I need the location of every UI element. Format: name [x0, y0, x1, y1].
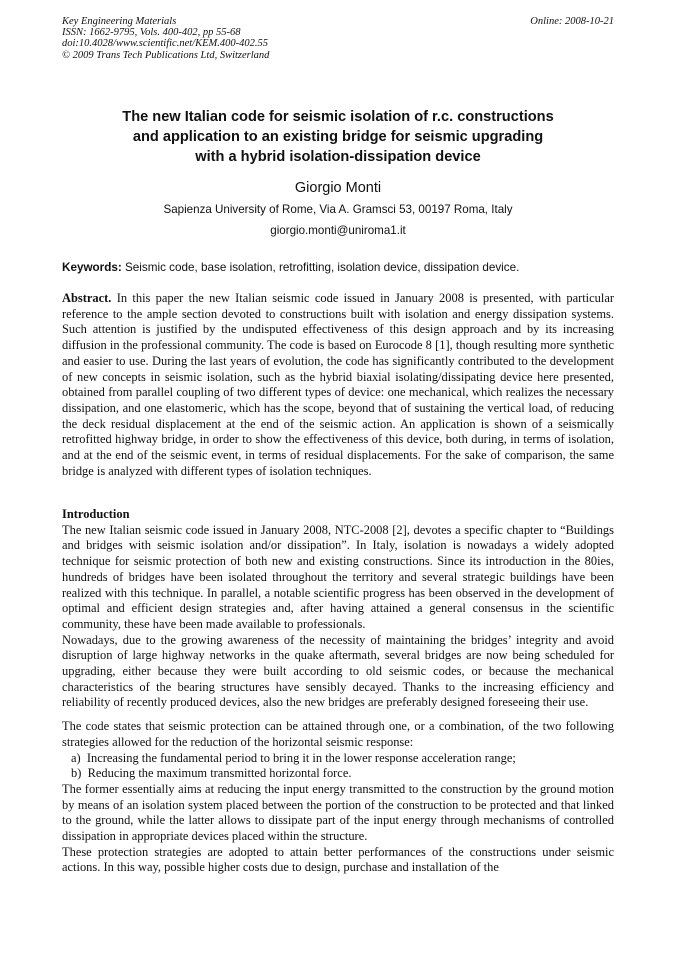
list-item: b) Reducing the maximum transmitted horizontal force. [71, 766, 352, 781]
keywords-text: Seismic code, base isolation, retrofitting, isolation device, dissipation device. [121, 261, 520, 274]
paper-title [62, 107, 614, 167]
author-affiliation: Sapienza University of Rome, Via A. Gramsci 53, 00197 Roma, Italy [163, 203, 513, 216]
intro-paragraph-5: These protection strategies are adopted to attain better performances of the constructions under seismic actions. In this way, possible higher costs due to design, purchase and installation of the [62, 844, 614, 875]
abstract-label: Abstract. [62, 291, 112, 305]
introduction-section [62, 507, 614, 876]
abstract [62, 291, 614, 479]
strategy-list [62, 751, 614, 782]
intro-paragraph-2: Nowadays, due to the growing awareness of the necessity of maintaining the bridges’ integrity and avoid disruption of large highway networks in the quake aftermath, several bridges are now being scheduled for upgrading, either because they were built according to old seismic codes, or because the mechanical characteristics of the bearing structures have sensibly decayed. Thanks to the increasing efficiency and reliability of recently produced devices, also the new bridges are preferably designed foreseeing their use. [62, 632, 614, 710]
title-line-3: with a hybrid isolation-dissipation device [195, 149, 481, 165]
list-item: a) Increasing the fundamental period to bring it in the lower response acceleration range; [71, 750, 516, 765]
issn-line: ISSN: 1662-9795, Vols. 400-402, pp 55-68 [62, 27, 241, 39]
author-name: Giorgio Monti [294, 180, 382, 196]
intro-paragraph-3: The code states that seismic protection can be attained through one, or a combination, of the two following strategies allowed for the reduction of the horizontal seismic response: [62, 719, 614, 749]
intro-paragraph-1: The new Italian seismic code issued in January 2008, NTC-2008 [2], devotes a specific chapter to “Buildings and bridges with seismic isolation and/or dissipation”. In Italy, isolation is nowadays a widely adopted technique for seismic protection of both new and existing constructions. Since its introduction in the 80ies, hundreds of bridges have been isolated throughout the territory and several strategic buildings have been realized with this technique. In parallel, a notable scientific progress has been observed in the development of optimal and efficient design strategies and, after having attained a general consensus in the scientific community, these have been made available to professionals. [62, 522, 614, 631]
online-date: Online: 2008-10-21 [530, 16, 614, 27]
section-heading-introduction: Introduction [62, 507, 130, 521]
author-email[interactable]: giorgio.monti@uniroma1.it [270, 224, 406, 237]
keywords-label: Keywords: [62, 261, 122, 274]
title-line-2: and application to an existing bridge for seismic upgrading [132, 129, 544, 145]
title-line-1: The new Italian code for seismic isolation of r.c. constructions [122, 109, 554, 125]
copyright-line: © 2009 Trans Tech Publications Ltd, Switzerland [62, 49, 270, 61]
publication-header [62, 16, 269, 61]
abstract-text: In this paper the new Italian seismic code issued in January 2008 is presented, with particular reference to the ample section devoted to constructions built with isolation and energy dissipation systems. Such attention is justified by the undisputed effectiveness of this design approach and by its increasing diffusion in the professional community. The code is based on Eurocode 8 [1], though resulting more synthetic and easier to use. During the last years of evolution, the code has significantly contributed to the development of new concepts in seismic isolation, such as the hybrid biaxial isolating/dissipating device here presented, obtained from parallel coupling of two different types of device: one mechanical, which realizes the necessary dissipation, and one elastomeric, which has the scope, beyond that of sustaining the vertical load, of reducing the deck residual displacement at the end of the seismic action. An application is shown of a seismically retrofitted highway bridge, in order to show the effectiveness of this device, both during, in terms of isolation, and at the end of the seismic event, in terms of residual displacements. For the sake of comparison, the same bridge is analyzed with different types of isolation techniques. [62, 291, 614, 478]
journal-name: Key Engineering Materials [62, 16, 177, 27]
doi-line[interactable]: doi:10.4028/www.scientific.net/KEM.400-402.55 [62, 38, 268, 50]
intro-paragraph-4: The former essentially aims at reducing the input energy transmitted to the construction by the ground motion by means of an isolation system placed between the portion of the construction to be protected and that linked to the ground, while the latter allows to dissipate part of the input energy through mechanisms of controlled dissipation in appropriate devices placed within the structure. [62, 781, 614, 844]
keywords [62, 261, 614, 274]
